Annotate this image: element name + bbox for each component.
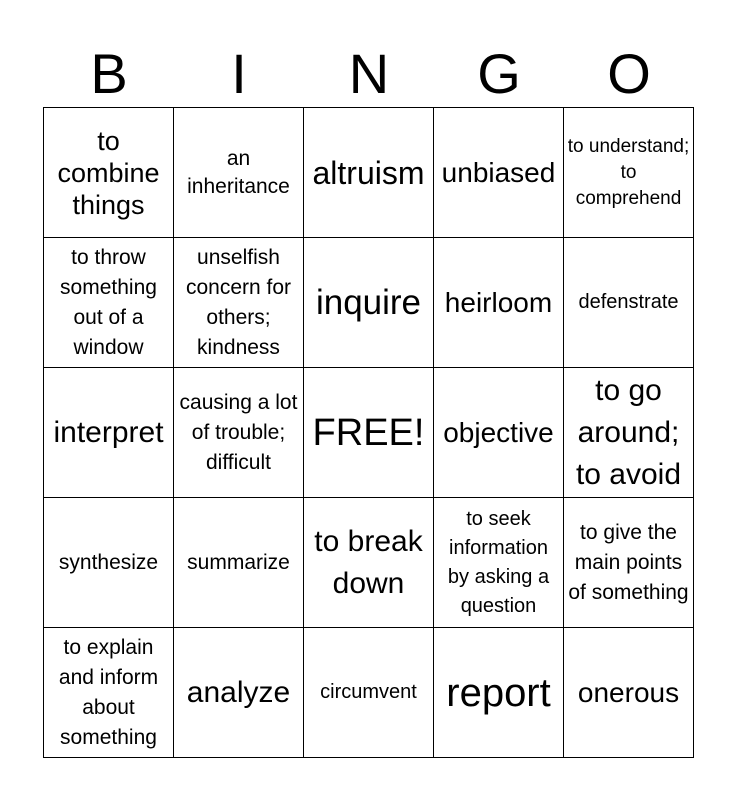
cell-text: to go around; to avoid — [575, 373, 682, 491]
header-letter-i: I — [231, 42, 247, 105]
bingo-cell[interactable] — [304, 628, 434, 758]
bingo-header — [44, 40, 694, 108]
header-letter-b: B — [90, 42, 128, 105]
header-letter-g: G — [477, 42, 521, 105]
bingo-cell[interactable] — [434, 498, 564, 628]
bingo-cell[interactable] — [174, 498, 304, 628]
cell-text: altruism — [312, 154, 425, 191]
cell-text: interpret — [53, 415, 164, 449]
cell-text: to break down — [314, 524, 423, 600]
bingo-cell[interactable] — [44, 108, 174, 238]
bingo-cell[interactable] — [564, 498, 694, 628]
bingo-cell[interactable] — [434, 628, 564, 758]
cell-text: circumvent — [320, 681, 417, 703]
bingo-board — [43, 107, 694, 758]
bingo-cell[interactable] — [44, 238, 174, 368]
bingo-cell[interactable] — [174, 628, 304, 758]
cell-text: to throw something out of a window — [60, 245, 157, 359]
bingo-cell[interactable] — [434, 108, 564, 238]
cell-text: inquire — [315, 282, 422, 322]
bingo-cell[interactable] — [564, 368, 694, 498]
bingo-cell[interactable] — [44, 368, 174, 498]
cell-text: synthesize — [58, 550, 159, 574]
bingo-cell[interactable] — [434, 238, 564, 368]
cell-text: to explain and inform about something — [58, 635, 159, 749]
bingo-cell[interactable] — [564, 628, 694, 758]
bingo-cell[interactable] — [304, 238, 434, 368]
cell-text: to give the main points of something — [568, 520, 689, 604]
cell-text: to seek information by asking a question — [447, 507, 550, 617]
header-letter-o: O — [607, 42, 651, 105]
bingo-cell[interactable] — [174, 238, 304, 368]
cell-text: FREE! — [312, 411, 425, 454]
bingo-cell[interactable] — [304, 108, 434, 238]
bingo-cell[interactable] — [44, 628, 174, 758]
header-letter-n: N — [348, 42, 390, 105]
cell-text: objective — [443, 416, 554, 448]
cell-text: to understand; to comprehend — [567, 135, 690, 209]
cell-text: to combine things — [57, 125, 160, 220]
bingo-cell[interactable] — [174, 368, 304, 498]
bingo-cell[interactable] — [44, 498, 174, 628]
cell-text: analyze — [186, 675, 291, 709]
bingo-cell[interactable] — [304, 498, 434, 628]
cell-text: unselfish concern for others; kindness — [185, 245, 292, 359]
bingo-cell[interactable] — [174, 108, 304, 238]
cell-text: report — [446, 670, 551, 715]
cell-text: onerous — [577, 676, 680, 708]
cell-text: summarize — [187, 550, 290, 574]
cell-text: causing a lot of trouble; difficult — [179, 390, 298, 474]
bingo-cell[interactable] — [434, 368, 564, 498]
cell-text: an inheritance — [187, 146, 290, 198]
bingo-cell[interactable] — [304, 368, 434, 498]
cell-text: defenstrate — [578, 291, 679, 313]
bingo-cell[interactable] — [564, 108, 694, 238]
cell-text: heirloom — [444, 286, 553, 318]
bingo-cell[interactable] — [564, 238, 694, 368]
cell-text: unbiased — [441, 156, 556, 188]
